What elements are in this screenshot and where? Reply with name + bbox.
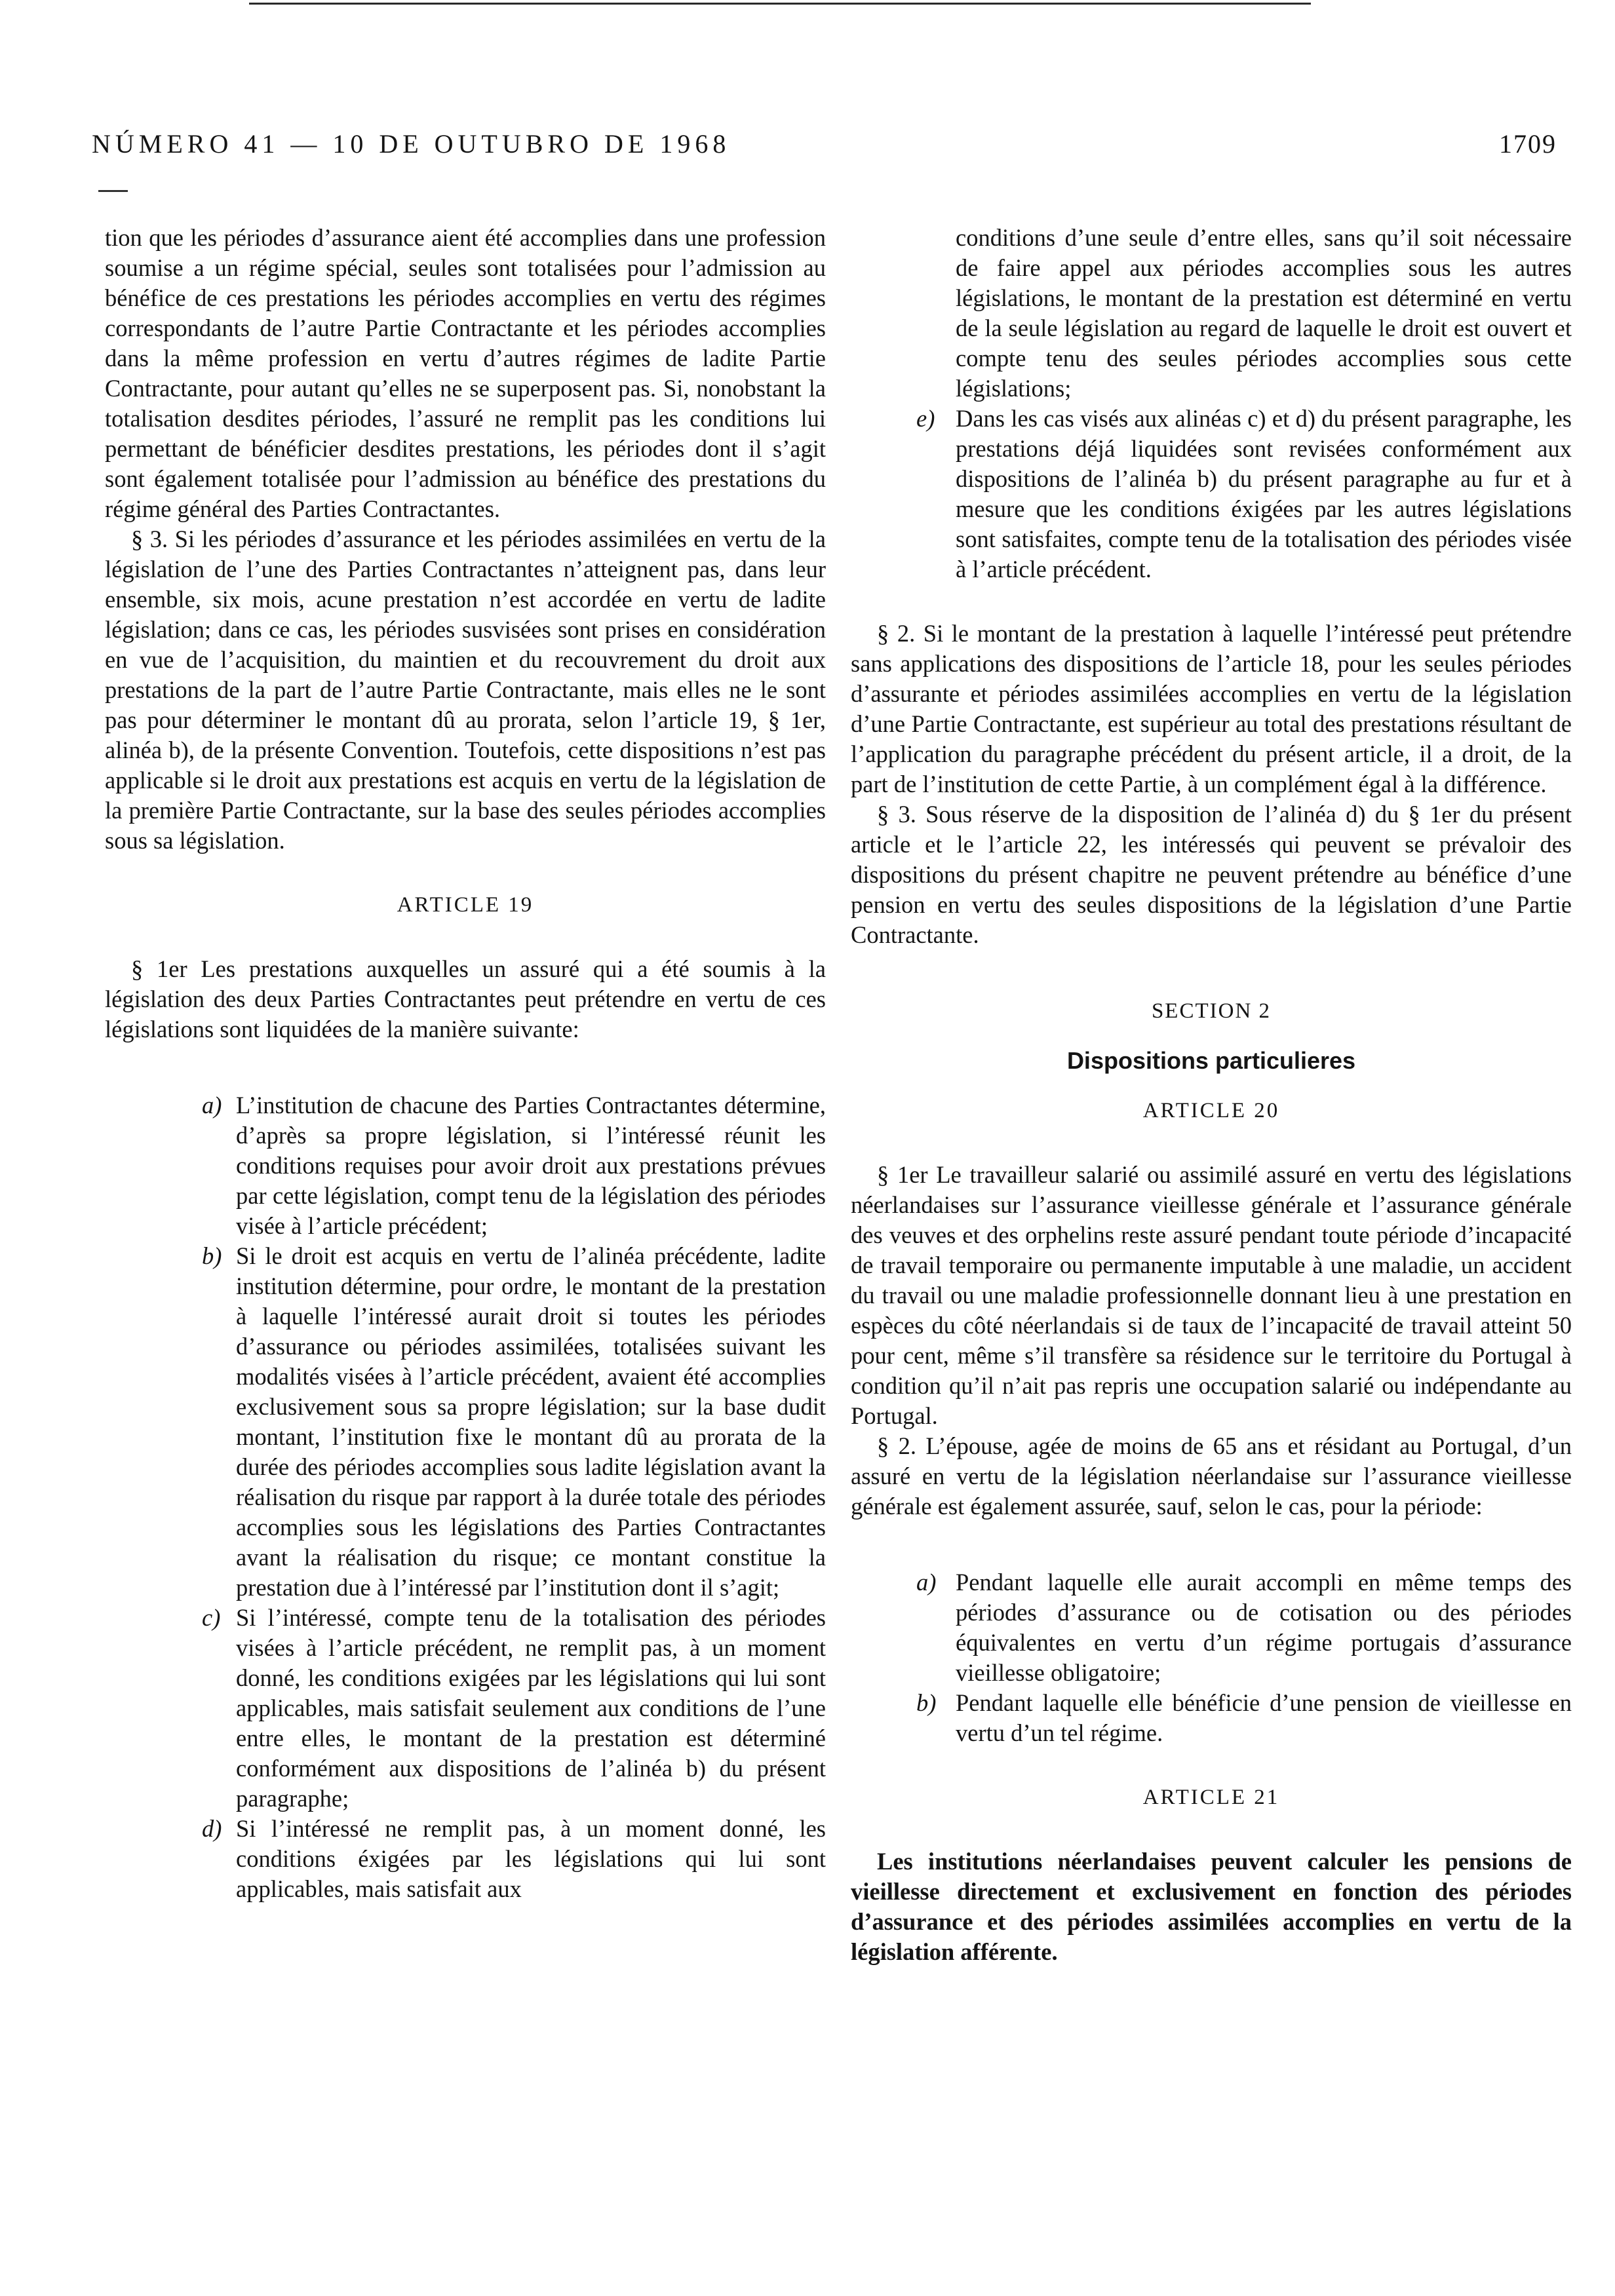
item-b-text: Si le droit est acquis en vertu de l’alinéa précédente, ladite institution détermine, pour ordre, le montant de la prestation à laquelle l’intéressé aurait droit si toutes les périodes d’assurance ou périodes assimilées, totalisées suivant les modalités visées à l’article précédent, avaient été accomplies exclusivement sous sa propre législation; sur la base dudit montant, l’institution fixe le montant dû au prorata de la durée des périodes accomplies sous ladite législation avant la réalisation du risque par rapport à la durée totale des périodes accomplies sous les législations des Parties Contractantes avant la réalisation du risque; ce montant constitue la prestation due à l’intéressé par l’institution dont il s’agit; — [236, 1242, 826, 1601]
item-a2 — [851, 1567, 1572, 1688]
top-rule — [249, 3, 1311, 5]
item-a — [105, 1090, 826, 1241]
paragraph-s3: § 3. Si les périodes d’assurance et les périodes assimilées en vertu de la législation de l’une des Parties Contractantes n’atteignent pas, dans leur ensemble, six mois, acune prestation n’est accordée en vertu de ladite législation; dans ce cas, les périodes susvisées sont prises en considération en vue de l’acquisition, du maintien et du recouvrement du droit aux prestations de la part de l’autre Partie Contractante, mais elles ne le sont pas pour déterminer le montant dû au prorata, selon l’article 19, § 1er, alinéa b), de la présente Convention. Toutefois, cette dispositions n’est pas applicable si le droit aux prestations est acquis en vertu de la législation de la première Partie Contractante, sur la base des seules périodes accomplies sous sa législation. — [105, 526, 826, 854]
article-20-heading: ARTICLE 20 — [1142, 1099, 1280, 1122]
item-a-mark: a) — [202, 1092, 222, 1119]
item-e-mark: e) — [916, 405, 935, 432]
right-column — [851, 223, 1572, 1967]
item-b2-text: Pendant laquelle elle bénéficie d’une pension de vieillesse en vertu d’un tel régime. — [956, 1689, 1572, 1746]
item-d-mark: d) — [202, 1815, 222, 1842]
article-21-text: Les institutions néerlandaises peuvent calculer les pensions de vieillesse directement et exclusivement en fonction des périodes d’assurance et des périodes assimilées accomplies en vertu de la législation afférente. — [851, 1848, 1572, 1965]
article-20-s1: § 1er Le travailleur salarié ou assimilé assuré en vertu des législations néerlandaises sur l’assurance vieillesse générale et l’assurance générale des veuves et des orphelins reste assuré pendant toute période d’incapacité de travail temporaire ou permanente imputable à une maladie, un accident du travail ou une maladie professionnelle donnant lieu à une prestation en espèces du côté néerlandais si de taux de l’incapacité de travail atteint 50 pour cent, même s’il transfère sa résidence sur le territoire du Portugal à condition qu’il n’ait pas repris une occupation salarié ou indépendante au Portugal. — [851, 1161, 1572, 1429]
article-19-s1: § 1er Les prestations auxquelles un assuré qui a été soumis à la législation des deux Parties Contractantes peut prétendre en vertu de ces législations sont liquidées de la manière suivante: — [105, 955, 826, 1043]
item-e-text: Dans les cas visés aux alinéas c) et d) du présent paragraphe, les prestations déjá liquidées sont revisées conformément aux dispositions de l’alinéa b) du présent paragraphe au fur et à mesure que les conditions éxigées par les autres législations sont satisfaites, compte tenu de la totalisation des périodes visée à l’article précédent. — [956, 405, 1572, 583]
left-column — [105, 223, 826, 1904]
item-b-mark: b) — [202, 1242, 222, 1269]
item-d-continued: conditions d’une seule d’entre elles, sans qu’il soit nécessaire de faire appel aux périodes accomplies sous les autres législations, le montant de la prestation est déterminé en vertu de la seule législation au regard de laquelle le droit est ouvert et compte tenu des seules périodes accomplies sous cette législations; — [956, 224, 1572, 402]
item-a2-text: Pendant laquelle elle aurait accompli en même temps des périodes d’assurance ou de cotisation ou des périodes équivalentes en vertu d’un régime portugais d’assurance vieillesse obligatoire; — [956, 1569, 1572, 1686]
item-d — [105, 1814, 826, 1904]
article-19-heading: ARTICLE 19 — [397, 893, 534, 917]
item-b2 — [851, 1688, 1572, 1748]
item-b — [105, 1241, 826, 1603]
section-title: Dispositions particulieres — [1066, 1047, 1356, 1074]
article-19-s3: § 3. Sous réserve de la disposition de l’alinéa d) du § 1er du présent article et le l’article 22, les intéressés qui peuvent se prévaloir des dispositions du présent chapitre ne peuvent prétendre au bénéfice d’une pension en vertu des seules dispositions de la législation d’une Partie Contractante. — [851, 801, 1572, 948]
section-heading: SECTION 2 — [1151, 999, 1272, 1023]
item-c — [105, 1603, 826, 1814]
journal-issue-title: NÚMERO 41 — 10 DE OUTUBRO DE 1968 — [92, 129, 731, 159]
article-19-s2: § 2. Si le montant de la prestation à laquelle l’intéressé peut prétendre sans applications des dispositions de l’article 18, pour les seules périodes d’assurante et périodes assimilées accomplies en vertu de la législation d’une Partie Contractante, est supérieur au total des prestations résultant de l’application du paragraphe précédent du présent article, il a droit, de la part de l’institution de cette Partie, à un complément égal à la différence. — [851, 620, 1572, 797]
article-21-heading: ARTICLE 21 — [1142, 1786, 1280, 1809]
item-a2-mark: a) — [916, 1569, 937, 1596]
page-header — [92, 128, 1557, 168]
paragraph-continued: tion que les périodes d’assurance aient été accomplies dans une profession soumise a un régime spécial, seules sont totalisées pour l’admission au bénéfice de ces prestations les périodes accomplies en vertu des régimes correspondants de l’autre Partie Contractante et les périodes accomplies dans la même profession en vertu d’autres régimes de ladite Partie Contractante, pour autant qu’elles ne se superposent pas. Si, nonobstant la totalisation desdites périodes, l’assuré ne remplit pas les conditions lui permettant de bénéficier desdites prestations, les périodes dont il s’agit sont également totalisée pour l’admission au bénéfice des prestations du régime général des Parties Contractantes. — [105, 224, 826, 522]
item-c-text: Si l’intéressé, compte tenu de la totalisation des périodes visées à l’article précédent, ne remplit pas, à un moment donné, les conditions exigées par les législations qui lui sont applicables, mais satisfait seulement aux conditions de l’une entre elles, le montant de la prestation est déterminé conformément aux dispositions de l’alinéa b) du présent paragraphe; — [236, 1604, 826, 1812]
item-d-text: Si l’intéressé ne remplit pas, à un moment donné, les conditions éxigées par les législations qui lui sont applicables, mais satisfait aux — [236, 1815, 826, 1902]
item-b2-mark: b) — [916, 1689, 937, 1716]
item-e — [851, 404, 1572, 584]
item-a-text: L’institution de chacune des Parties Contractantes détermine, d’après sa propre législation, si l’intéressé réunit les conditions requises pour avoir droit aux prestations prévues par cette législation, compt tenu de la législation des périodes visée à l’article précédent; — [236, 1092, 826, 1239]
page-number: 1709 — [1499, 129, 1557, 159]
header-rule — [98, 190, 128, 192]
article-20-s2: § 2. L’épouse, agée de moins de 65 ans et résidant au Portugal, d’un assuré en vertu de la législation néerlandaise sur l’assurance vieillesse générale est également assurée, sauf, selon le cas, pour la période: — [851, 1432, 1572, 1520]
item-c-mark: c) — [202, 1604, 221, 1631]
